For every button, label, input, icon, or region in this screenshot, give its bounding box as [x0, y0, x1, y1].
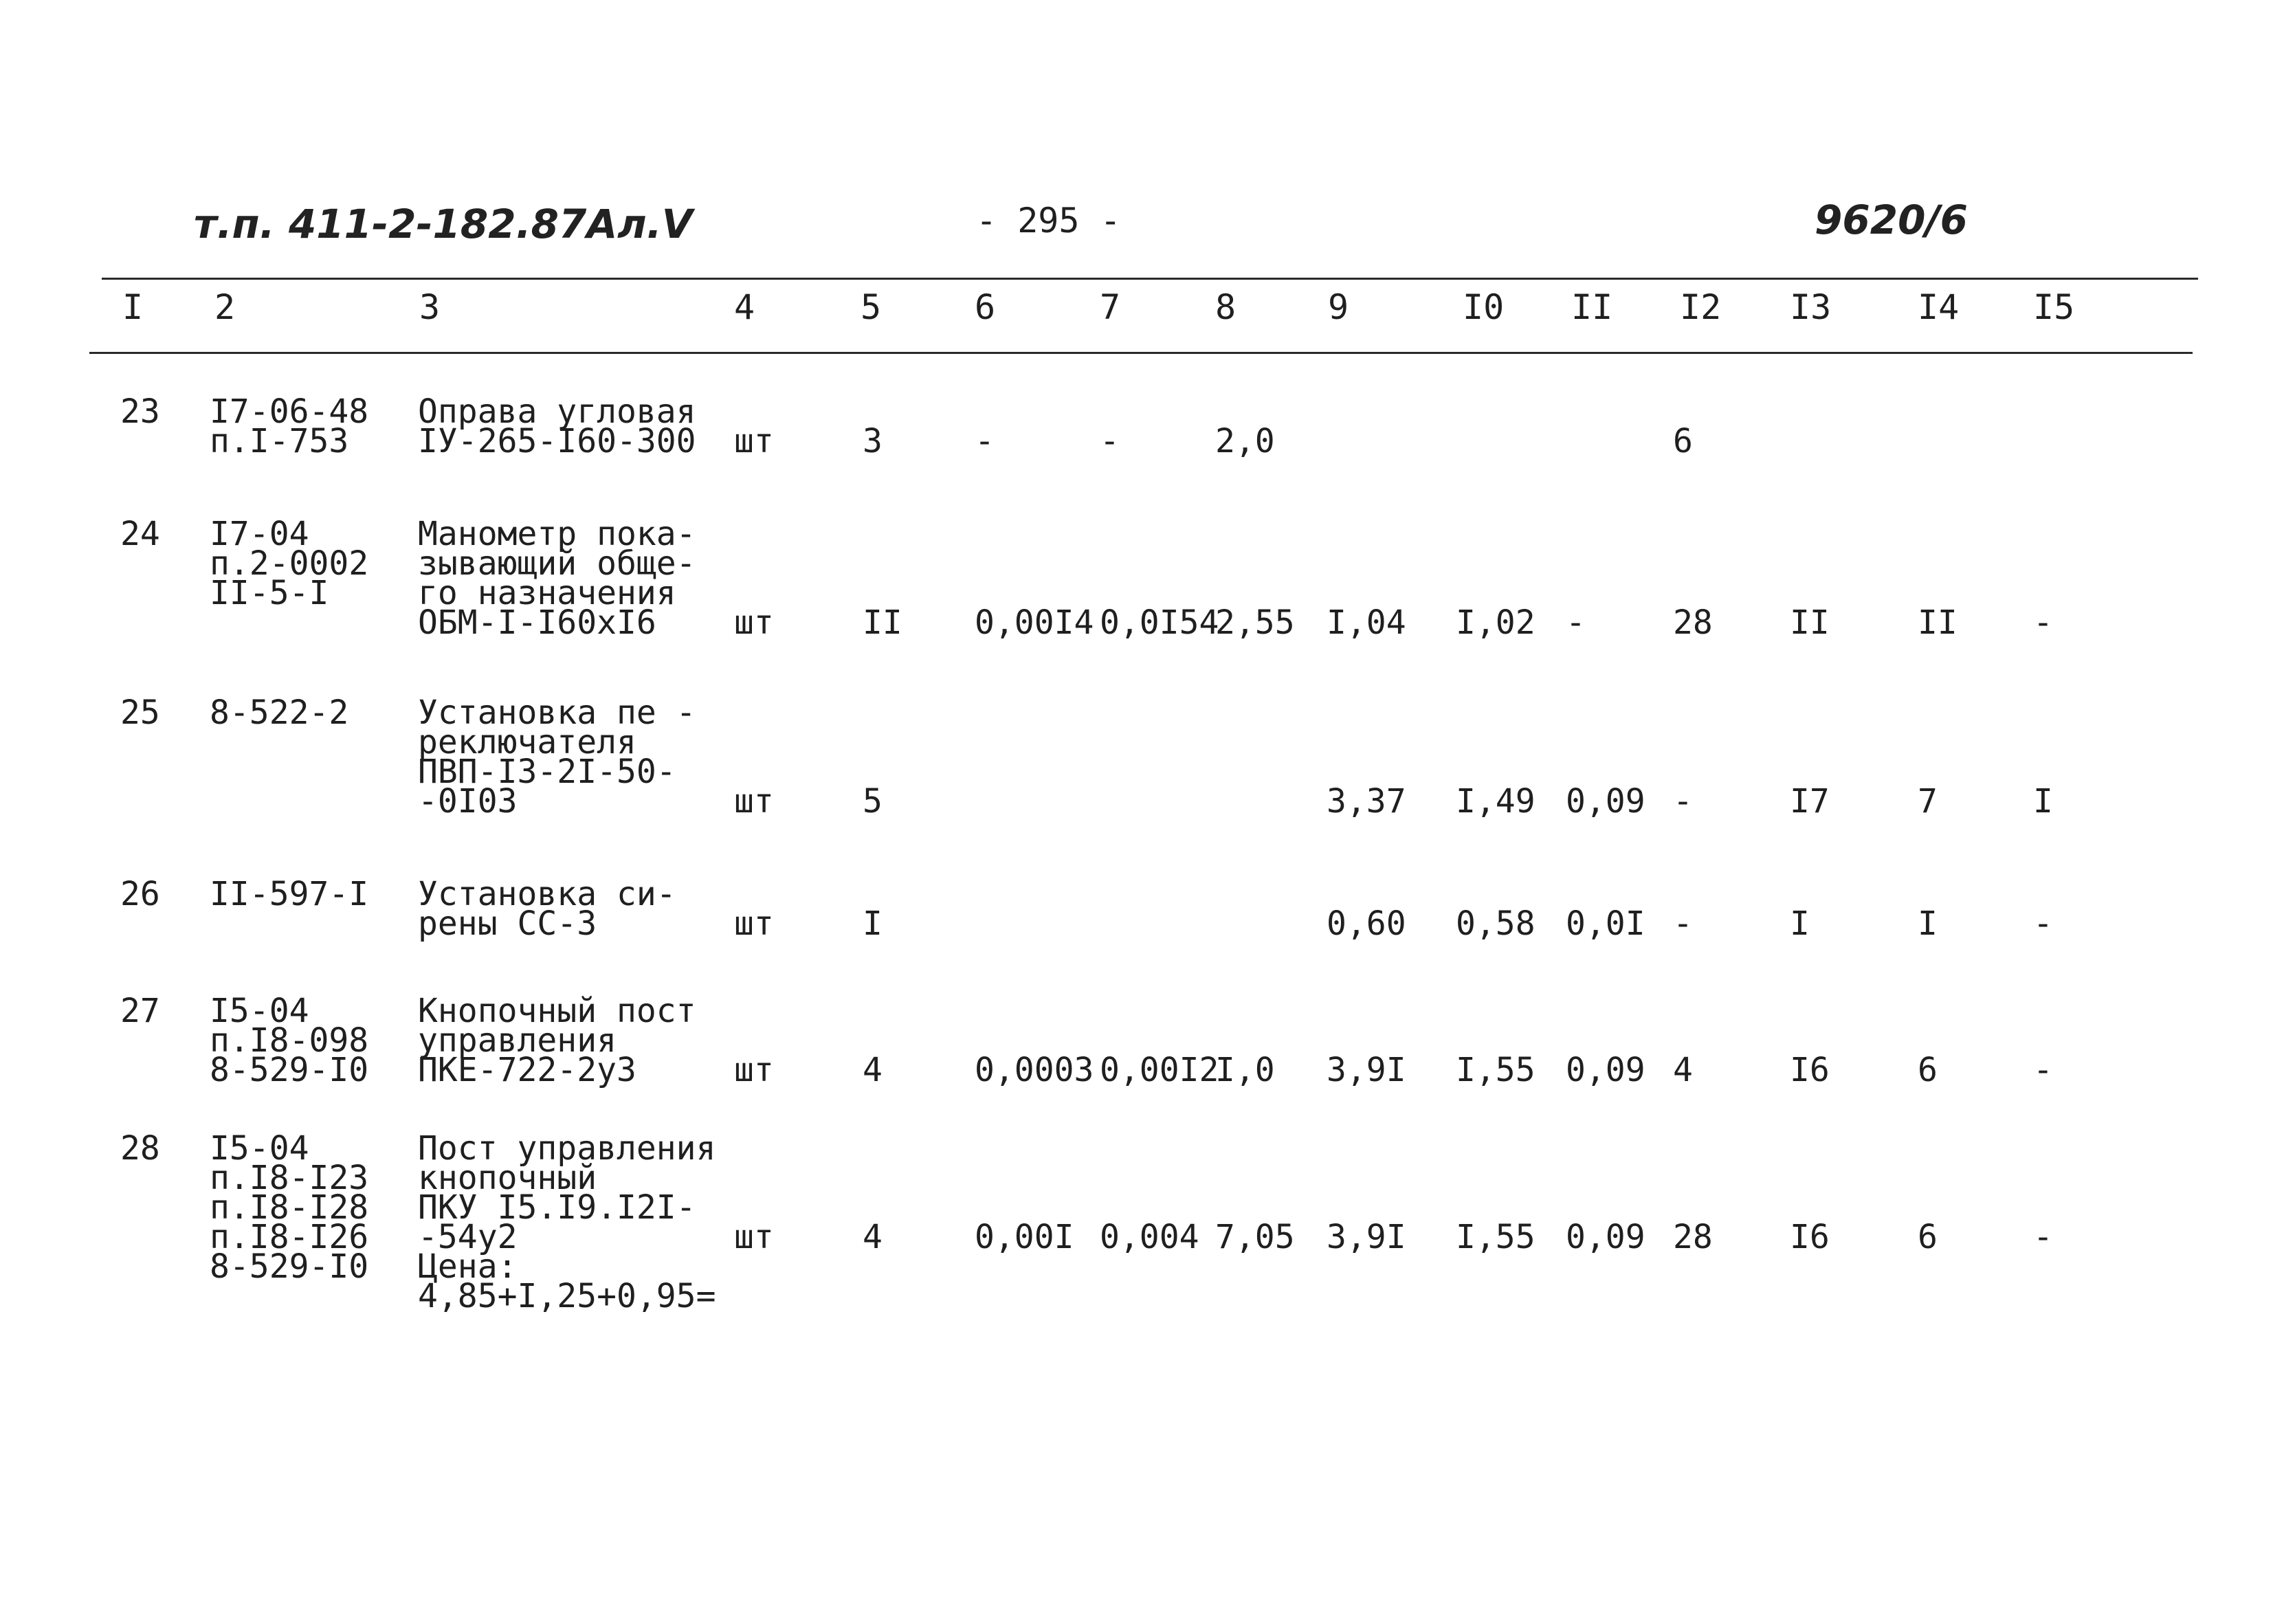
item-description: Оправа угловая	[418, 392, 696, 431]
cell-c10: I,02	[1456, 603, 1535, 642]
price-code: п.2-0002	[210, 544, 369, 583]
item-description: IУ-265-I60-300	[418, 422, 696, 460]
cell-c4: шт	[734, 603, 774, 642]
cell-c4: шт	[734, 1218, 774, 1256]
column-header: 5	[861, 287, 882, 327]
cell-c12: -	[1673, 782, 1693, 821]
cell-c5: 4	[863, 1051, 883, 1089]
cell-c6: 0,00I	[975, 1218, 1074, 1256]
cell-c9: 3,9I	[1327, 1051, 1406, 1089]
column-header: 4	[734, 287, 755, 327]
cell-c15: -	[2033, 904, 2053, 943]
cell-c5: 5	[863, 782, 883, 821]
cell-c9: 3,9I	[1327, 1218, 1406, 1256]
price-code: I5-04	[210, 992, 309, 1030]
cell-c15: -	[2033, 1218, 2053, 1256]
cell-c7: -	[1100, 422, 1120, 460]
item-description: зывающий обще-	[418, 544, 696, 583]
item-description: -0I03	[418, 782, 518, 821]
cell-c6: 0,00I4	[975, 603, 1094, 642]
item-description: го назначения	[418, 574, 676, 612]
item-description: Установка пе -	[418, 693, 696, 732]
item-description: Кнопочный пост	[418, 992, 696, 1030]
cell-c4: шт	[734, 904, 774, 943]
column-header: 7	[1100, 287, 1121, 327]
column-header: I2	[1680, 287, 1722, 327]
column-header: I0	[1463, 287, 1505, 327]
cell-c8: 7,05	[1215, 1218, 1295, 1256]
price-code: I5-04	[210, 1129, 309, 1168]
cell-c6: -	[975, 422, 995, 460]
row-number: 27	[120, 992, 160, 1030]
cell-c12: 28	[1673, 1218, 1713, 1256]
price-code: 8-529-I0	[210, 1247, 369, 1286]
cell-c10: I,55	[1456, 1051, 1535, 1089]
table-top-rule	[102, 278, 2198, 280]
cell-c12: 6	[1673, 422, 1693, 460]
cell-c11: -	[1566, 603, 1586, 642]
cell-c9: 0,60	[1327, 904, 1406, 943]
cell-c12: 28	[1673, 603, 1713, 642]
item-description: Установка си-	[418, 875, 676, 913]
column-header: 3	[419, 287, 441, 327]
cell-c5: 3	[863, 422, 883, 460]
item-description: Пост управления	[418, 1129, 716, 1168]
cell-c14: 6	[1918, 1218, 1938, 1256]
table-header-rule	[89, 352, 2193, 354]
cell-c13: I6	[1790, 1051, 1830, 1089]
cell-c13: I7	[1790, 782, 1830, 821]
document-code: т.п. 411-2-182.87Ал.V	[194, 201, 693, 247]
cell-c8: 2,0	[1215, 422, 1275, 460]
cell-c5: II	[863, 603, 902, 642]
column-header: I4	[1918, 287, 1960, 327]
cell-c7: 0,00I2	[1100, 1051, 1219, 1089]
cell-c4: шт	[734, 1051, 774, 1089]
cell-c12: -	[1673, 904, 1693, 943]
price-code: II-5-I	[210, 574, 329, 612]
price-code: II-597-I	[210, 875, 369, 913]
item-description: рены СС-3	[418, 904, 597, 943]
price-code: п.I8-I28	[210, 1188, 369, 1227]
cell-c5: 4	[863, 1218, 883, 1256]
row-number: 23	[120, 392, 160, 431]
cell-c11: 0,09	[1566, 1051, 1645, 1089]
column-header: 6	[975, 287, 996, 327]
cell-c7: 0,0I54	[1100, 603, 1219, 642]
column-header: 8	[1215, 287, 1237, 327]
cell-c8: 2,55	[1215, 603, 1295, 642]
sheet-number: 9620/6	[1815, 197, 1968, 243]
item-description: ПКЕ-722-2у3	[418, 1051, 636, 1089]
price-code: I7-06-48	[210, 392, 369, 431]
cell-c11: 0,09	[1566, 1218, 1645, 1256]
row-number: 28	[120, 1129, 160, 1168]
cell-c4: шт	[734, 782, 774, 821]
column-header: 9	[1328, 287, 1349, 327]
item-description: Манометр пока-	[418, 515, 696, 553]
cell-c9: I,04	[1327, 603, 1406, 642]
column-header: I	[122, 287, 144, 327]
cell-c6: 0,0003	[975, 1051, 1094, 1089]
cell-c7: 0,004	[1100, 1218, 1199, 1256]
cell-c11: 0,0I	[1566, 904, 1645, 943]
item-description: реключателя	[418, 723, 636, 761]
cell-c14: II	[1918, 603, 1958, 642]
cell-c8: I,0	[1215, 1051, 1275, 1089]
column-header: I3	[1790, 287, 1832, 327]
page-number: - 295 -	[976, 201, 1121, 241]
price-code: I7-04	[210, 515, 309, 553]
cell-c14: I	[1918, 904, 1938, 943]
item-description: ОБМ-I-I60хI6	[418, 603, 656, 642]
row-number: 26	[120, 875, 160, 913]
cell-c10: I,49	[1456, 782, 1535, 821]
cell-c15: -	[2033, 1051, 2053, 1089]
item-description: ПВП-I3-2I-50-	[418, 753, 676, 791]
column-header: 2	[214, 287, 236, 327]
price-code: 8-522-2	[210, 693, 349, 732]
cell-c13: I6	[1790, 1218, 1830, 1256]
cell-c15: I	[2033, 782, 2053, 821]
item-description: Цена:	[418, 1247, 518, 1286]
price-code: п.I8-098	[210, 1021, 369, 1060]
price-code: п.I-753	[210, 422, 349, 460]
column-header: I5	[2033, 287, 2075, 327]
item-description: управления	[418, 1021, 617, 1060]
row-number: 24	[120, 515, 160, 553]
price-code: п.I8-I23	[210, 1159, 369, 1197]
price-code: 8-529-I0	[210, 1051, 369, 1089]
column-header: II	[1571, 287, 1613, 327]
item-description: 4,85+I,25+0,95=	[418, 1277, 716, 1315]
item-description: -54у2	[418, 1218, 518, 1256]
row-number: 25	[120, 693, 160, 732]
item-description: ПКУ I5.I9.I2I-	[418, 1188, 696, 1227]
cell-c13: II	[1790, 603, 1830, 642]
cell-c10: 0,58	[1456, 904, 1535, 943]
cell-c4: шт	[734, 422, 774, 460]
cell-c14: 6	[1918, 1051, 1938, 1089]
cell-c14: 7	[1918, 782, 1938, 821]
cell-c11: 0,09	[1566, 782, 1645, 821]
cell-c13: I	[1790, 904, 1810, 943]
cell-c15: -	[2033, 603, 2053, 642]
cell-c9: 3,37	[1327, 782, 1406, 821]
cell-c10: I,55	[1456, 1218, 1535, 1256]
item-description: кнопочный	[418, 1159, 597, 1197]
price-code: п.I8-I26	[210, 1218, 369, 1256]
cell-c5: I	[863, 904, 883, 943]
cell-c12: 4	[1673, 1051, 1693, 1089]
